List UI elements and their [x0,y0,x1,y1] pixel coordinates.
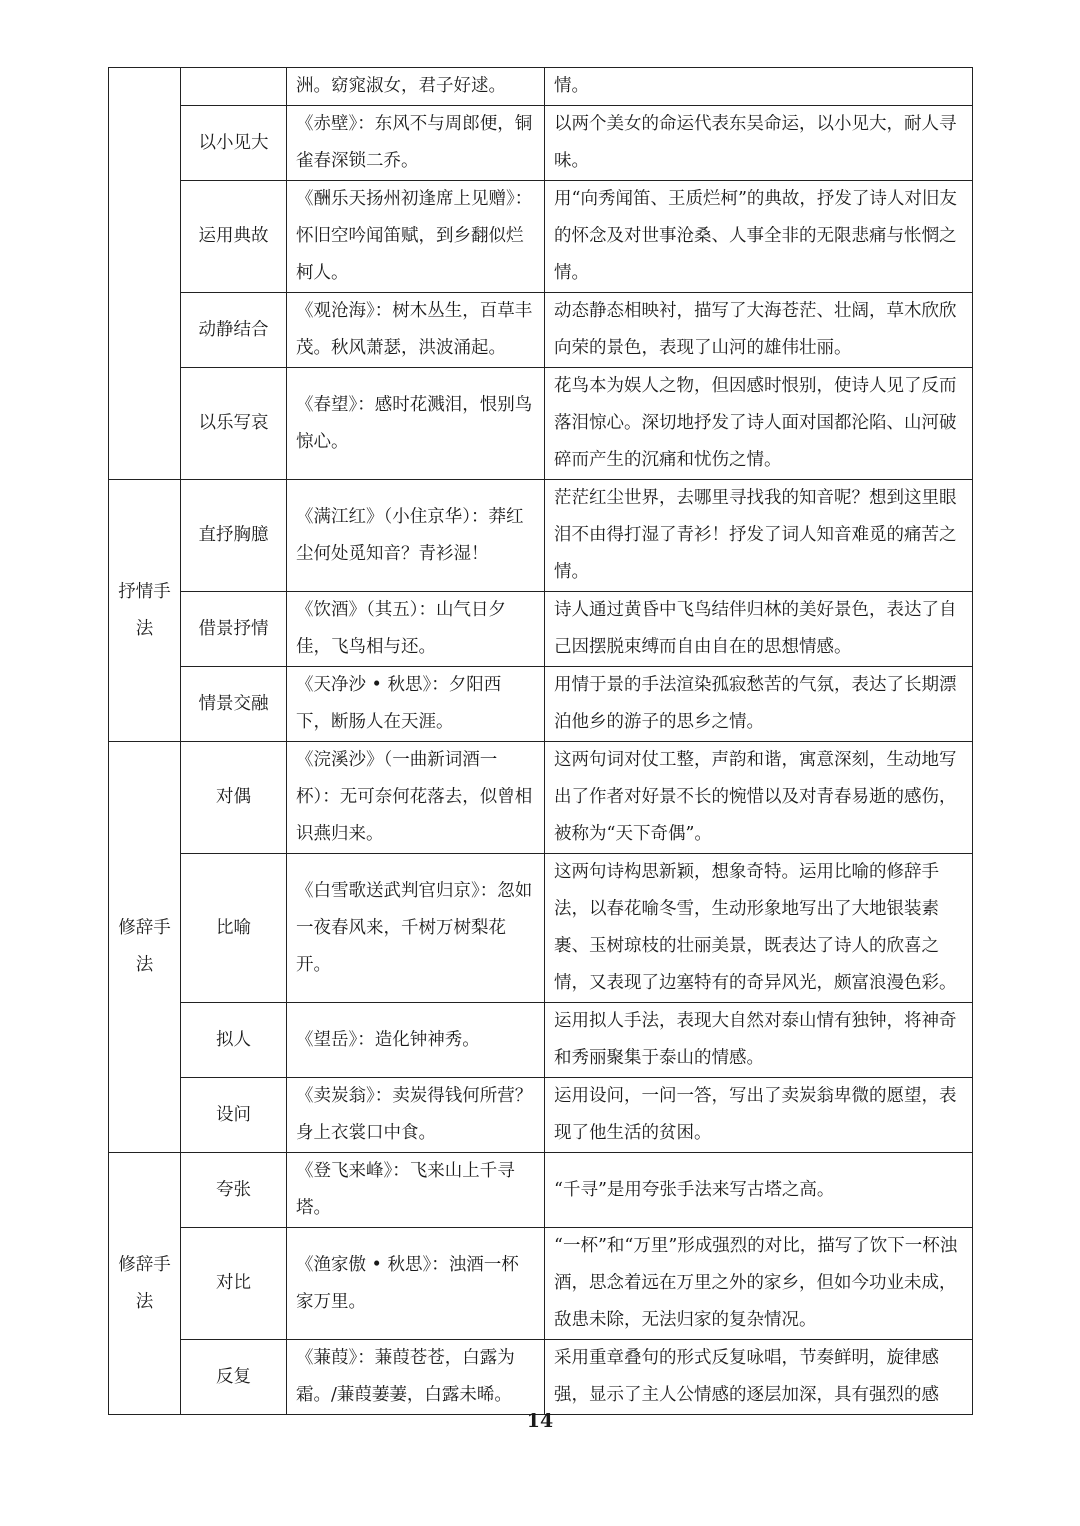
example-cell: 洲。窈窕淑女，君子好逑。 [287,68,545,106]
table-row [109,1078,973,1153]
technique-cell: 直抒胸臆 [181,480,287,592]
table-row [109,1153,973,1228]
techniques-table [108,67,973,1415]
technique-cell: 以小见大 [181,106,287,181]
explanation-cell: 花鸟本为娱人之物，但因感时恨别，使诗人见了反而落泪惊心。深切地抒发了诗人面对国都沦陷、山河破碎而产生的沉痛和忧伤之情。 [545,368,973,480]
example-cell: 《春望》：感时花溅泪，恨别鸟惊心。 [287,368,545,480]
explanation-cell: 以两个美女的命运代表东吴命运，以小见大，耐人寻味。 [545,106,973,181]
table-row [109,854,973,1003]
table-row [109,667,973,742]
technique-cell: 反复 [181,1340,287,1415]
technique-cell: 对偶 [181,742,287,854]
table-row [109,480,973,592]
example-cell: 《饮酒》（其五）：山气日夕佳，飞鸟相与还。 [287,592,545,667]
table-row [109,368,973,480]
technique-cell: 情景交融 [181,667,287,742]
technique-cell: 拟人 [181,1003,287,1078]
example-cell: 《望岳》：造化钟神秀。 [287,1003,545,1078]
technique-cell [181,68,287,106]
example-cell: 《酬乐天扬州初逢席上见赠》：怀旧空吟闻笛赋，到乡翻似烂柯人。 [287,181,545,293]
explanation-cell: “一杯”和“万里”形成强烈的对比，描写了饮下一杯浊酒，思念着远在万里之外的家乡，但如今功业未成，敌患未除，无法归家的复杂情况。 [545,1228,973,1340]
technique-cell: 借景抒情 [181,592,287,667]
example-cell: 《白雪歌送武判官归京》：忽如一夜春风来，千树万树梨花开。 [287,854,545,1003]
explanation-cell: 用情于景的手法渲染孤寂愁苦的气氛，表达了长期漂泊他乡的游子的思乡之情。 [545,667,973,742]
explanation-cell: “千寻”是用夸张手法来写古塔之高。 [545,1153,973,1228]
category-cell: 抒情手法 [109,480,181,742]
table-row [109,1003,973,1078]
explanation-cell: 茫茫红尘世界，去哪里寻找我的知音呢？想到这里眼泪不由得打湿了青衫！抒发了词人知音难觅的痛苦之情。 [545,480,973,592]
technique-cell: 比喻 [181,854,287,1003]
explanation-cell: 诗人通过黄昏中飞鸟结伴归林的美好景色，表达了自己因摆脱束缚而自由自在的思想情感。 [545,592,973,667]
technique-cell: 对比 [181,1228,287,1340]
table-row [109,1228,973,1340]
explanation-cell: 情。 [545,68,973,106]
table-row [109,293,973,368]
table-row [109,68,973,106]
technique-cell: 动静结合 [181,293,287,368]
example-cell: 《登飞来峰》：飞来山上千寻塔。 [287,1153,545,1228]
example-cell: 《观沧海》：树木丛生，百草丰茂。秋风萧瑟，洪波涌起。 [287,293,545,368]
explanation-cell: 这两句词对仗工整，声韵和谐，寓意深刻，生动地写出了作者对好景不长的惋惜以及对青春易逝的感伤，被称为“天下奇偶”。 [545,742,973,854]
example-cell: 《渔家傲 • 秋思》：浊酒一杯家万里。 [287,1228,545,1340]
example-cell: 《蒹葭》：蒹葭苍苍，白露为霜。/蒹葭萋萋，白露未晞。 [287,1340,545,1415]
page-number: 14 [526,1410,554,1432]
example-cell: 《赤壁》：东风不与周郎便，铜雀春深锁二乔。 [287,106,545,181]
explanation-cell: 动态静态相映衬，描写了大海苍茫、壮阔，草木欣欣向荣的景色，表现了山河的雄伟壮丽。 [545,293,973,368]
explanation-cell: 采用重章叠句的形式反复咏唱，节奏鲜明，旋律感强，显示了主人公情感的逐层加深，具有强烈的感 [545,1340,973,1415]
table-row [109,742,973,854]
technique-cell: 运用典故 [181,181,287,293]
category-cell: 修辞手法 [109,742,181,1153]
category-cell: 修辞手法 [109,1153,181,1415]
explanation-cell: 运用拟人手法，表现大自然对泰山情有独钟，将神奇和秀丽聚集于泰山的情感。 [545,1003,973,1078]
explanation-cell: 用“向秀闻笛、王质烂柯”的典故，抒发了诗人对旧友的怀念及对世事沧桑、人事全非的无限悲痛与怅惘之情。 [545,181,973,293]
technique-cell: 设问 [181,1078,287,1153]
example-cell: 《天净沙 • 秋思》：夕阳西下，断肠人在天涯。 [287,667,545,742]
table-row [109,106,973,181]
table-row [109,592,973,667]
table-row [109,1340,973,1415]
category-cell [109,68,181,480]
explanation-cell: 运用设问，一问一答，写出了卖炭翁卑微的愿望，表现了他生活的贫困。 [545,1078,973,1153]
example-cell: 《卖炭翁》：卖炭得钱何所营？身上衣裳口中食。 [287,1078,545,1153]
table-row [109,181,973,293]
example-cell: 《浣溪沙》（一曲新词酒一杯）：无可奈何花落去，似曾相识燕归来。 [287,742,545,854]
explanation-cell: 这两句诗构思新颖，想象奇特。运用比喻的修辞手法，以春花喻冬雪，生动形象地写出了大地银装素裹、玉树琼枝的壮丽美景，既表达了诗人的欣喜之情，又表现了边塞特有的奇异风光，颇富浪漫色彩。 [545,854,973,1003]
example-cell: 《满江红》（小住京华）：莽红尘何处觅知音？青衫湿！ [287,480,545,592]
technique-cell: 以乐写哀 [181,368,287,480]
technique-cell: 夸张 [181,1153,287,1228]
